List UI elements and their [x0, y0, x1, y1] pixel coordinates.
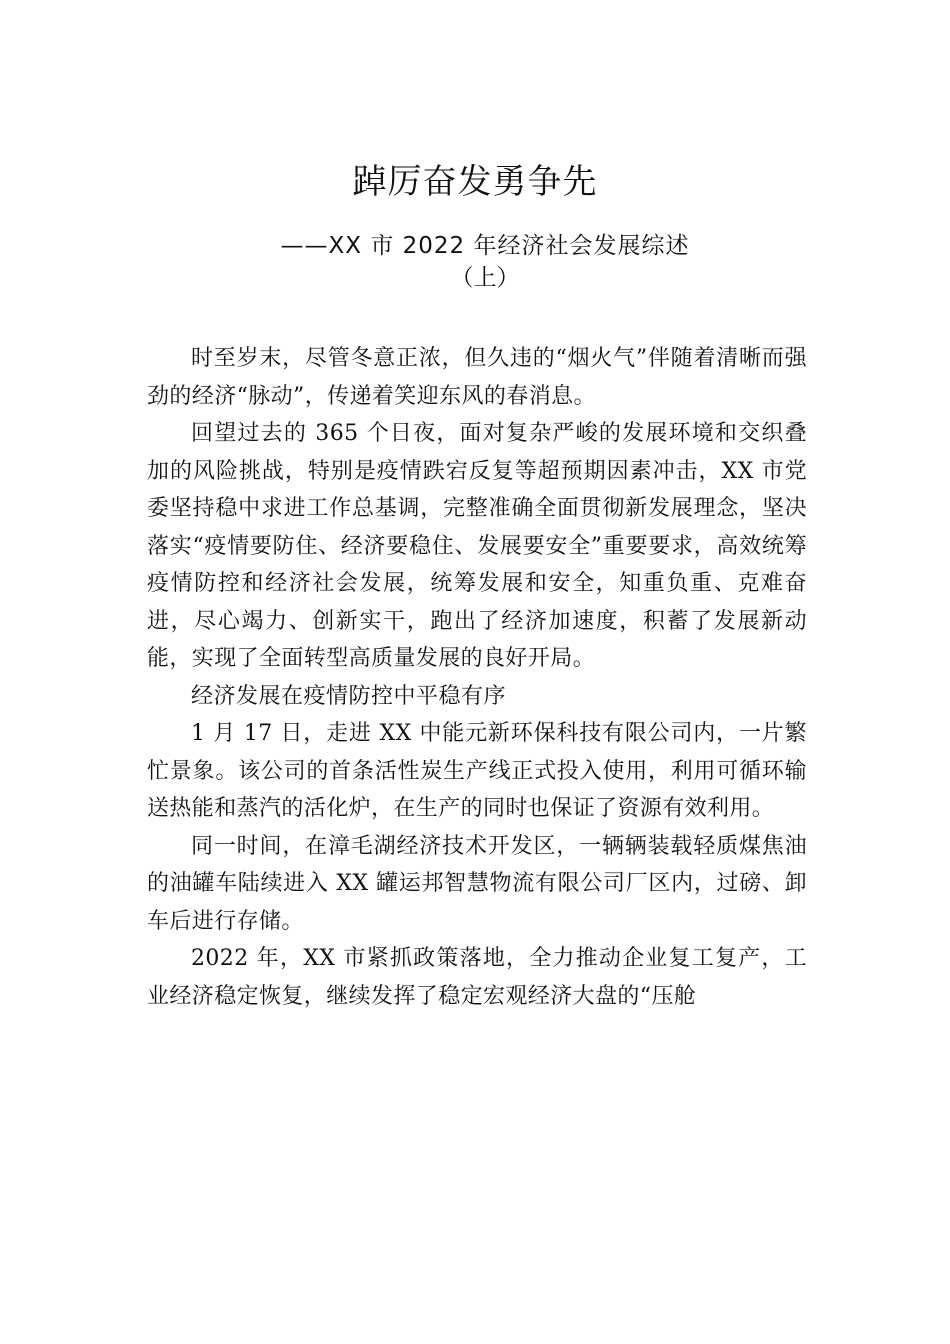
- document-subtitle: ——XX 市 2022 年经济社会发展综述: [280, 233, 690, 259]
- document-body: [147, 340, 807, 1015]
- document-title: 踔厉奋发勇争先: [352, 162, 598, 202]
- body-paragraph: 回望过去的 365 个日夜，面对复杂严峻的发展环境和交织叠加的风险挑战，特别是疫情跌宕反复等超预期因素冲击，XX 市党委坚持稳中求进工作总基调，完整准确全面贯彻新发展理念，坚决落实“疫情要防住、经济要稳住、发展要安全”重要要求，高效统筹疫情防控和经济社会发展，统筹发展和安全，知重负重、克难奋进，尽心竭力、创新实干，跑出了经济加速度，积蓄了发展新动能，实现了全面转型高质量发展的良好开局。: [147, 421, 807, 671]
- body-paragraph: 同一时间，在漳毛湖经济技术开发区，一辆辆装载轻质煤焦油的油罐车陆续进入 XX 罐运邦智慧物流有限公司厂区内，过磅、卸车后进行存储。: [147, 833, 807, 934]
- body-paragraph: 2022 年，XX 市紧抓政策落地，全力推动企业复工复产，工业经济稳定恢复，继续发挥了稳定宏观经济大盘的“压舱: [147, 946, 807, 1009]
- body-paragraph: 1 月 17 日，走进 XX 中能元新环保科技有限公司内，一片繁忙景象。该公司的首条活性炭生产线正式投入使用，利用可循环输送热能和蒸汽的活化炉，在生产的同时也保证了资源有效利用。: [147, 721, 807, 821]
- document-subtitle-part: （上）: [450, 265, 520, 291]
- body-paragraph: 时至岁末，尽管冬意正浓，但久违的“烟火气”伴随着清晰而强劲的经济“脉动”，传递着笑迎东风的春消息。: [147, 346, 807, 409]
- section-heading: 经济发展在疫情防控中平稳有序: [191, 683, 507, 709]
